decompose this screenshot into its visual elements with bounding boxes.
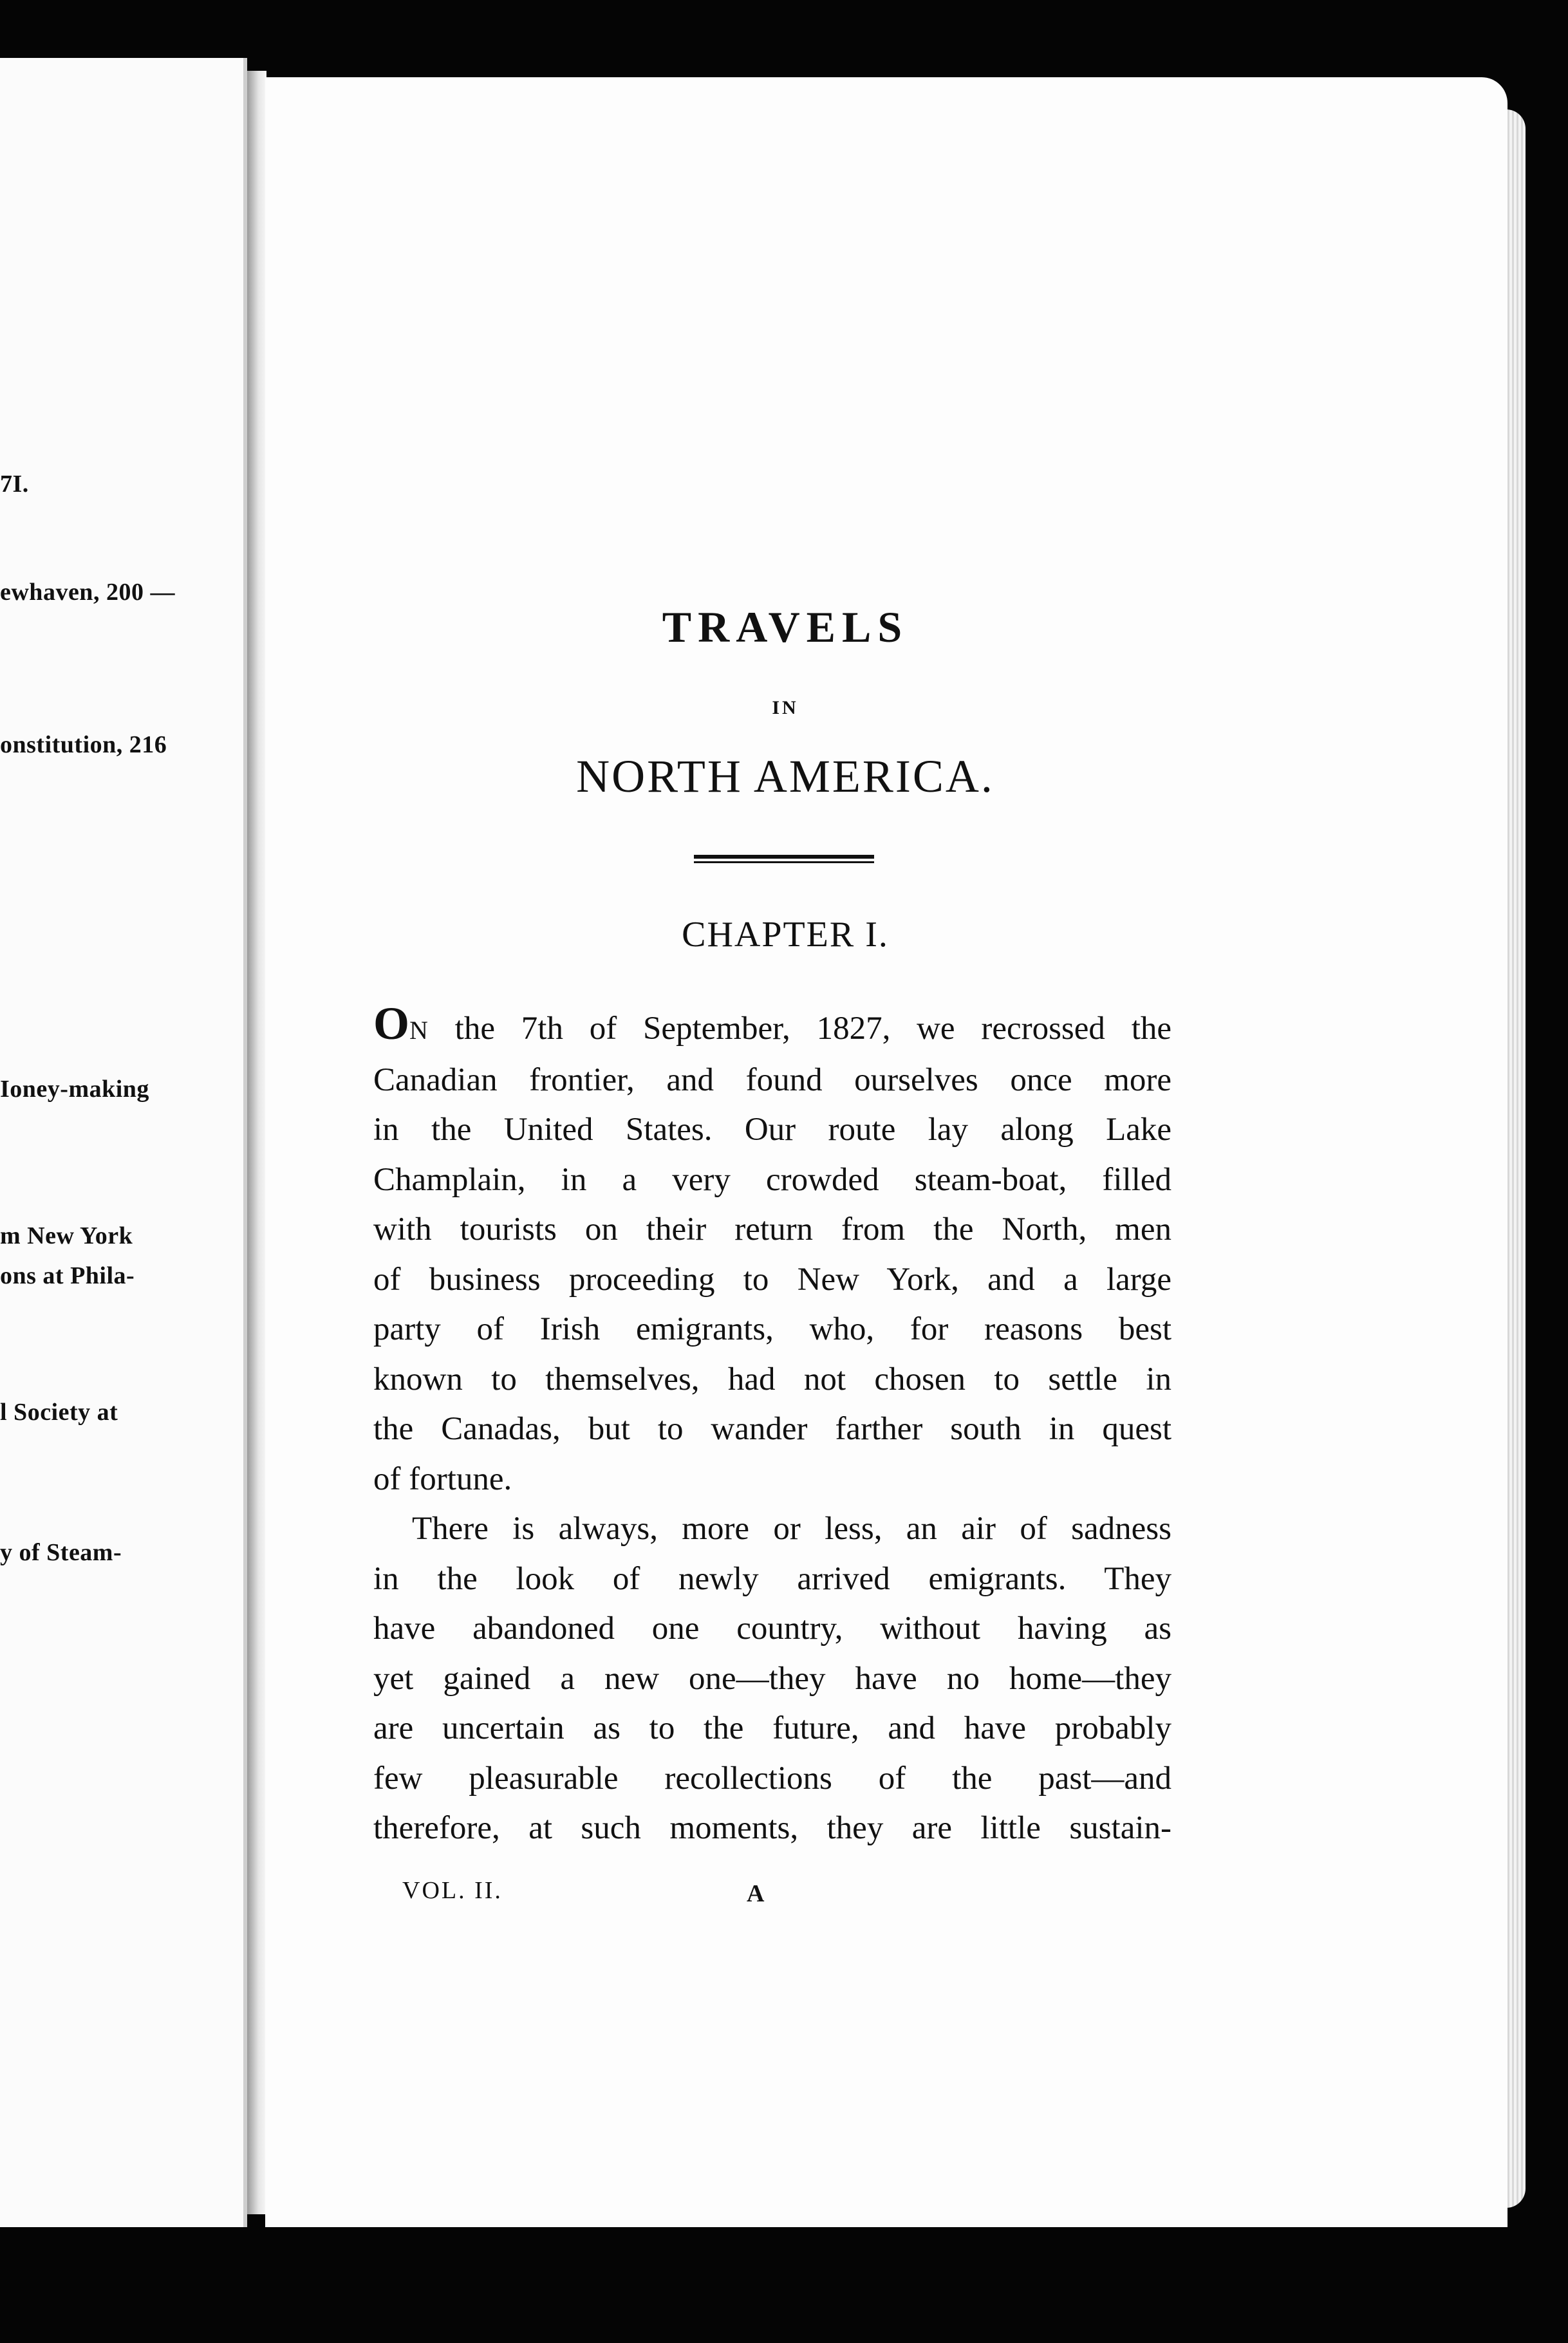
left-page-line: Ioney-making xyxy=(0,1076,149,1103)
first-line-text: the 7th of September, 1827, we recrossed the xyxy=(428,1011,1171,1047)
left-page-line: ewhaven, 200 — xyxy=(0,579,175,606)
text-line: are uncertain as to the future, and have probably xyxy=(373,1710,1171,1746)
left-page-line: y of Steam- xyxy=(0,1539,122,1566)
left-page-line: l Society at xyxy=(0,1399,118,1426)
body-text xyxy=(373,999,1171,1854)
text-line: of fortune. xyxy=(373,1461,512,1497)
drop-cap: O xyxy=(373,998,410,1049)
title-north-america: NORTH AMERICA. xyxy=(576,751,994,802)
text-line: party of Irish emigrants, who, for reasons best xyxy=(373,1311,1171,1347)
small-cap: N xyxy=(409,1016,429,1045)
text-line: have abandoned one country, without having as xyxy=(373,1610,1171,1647)
rule-thick-line xyxy=(694,855,874,859)
footer-signature-mark: A xyxy=(747,1880,765,1907)
text-line: of business proceeding to New York, and a large xyxy=(373,1261,1171,1298)
footer-volume: VOL. II. xyxy=(402,1877,503,1904)
left-page xyxy=(0,58,247,2227)
title-in: IN xyxy=(772,697,799,718)
left-page-line: 7I. xyxy=(0,471,29,498)
text-line: Canadian frontier, and found ourselves once more xyxy=(373,1061,1171,1098)
title-rule xyxy=(694,855,874,864)
text-line: There is always, more or less, an air of sadness xyxy=(412,1511,1171,1547)
title-travels: TRAVELS xyxy=(662,602,909,651)
text-line: yet gained a new one—they have no home—they xyxy=(373,1660,1171,1697)
text-line: in the look of newly arrived emigrants. They xyxy=(373,1560,1171,1597)
rule-thin-line xyxy=(694,861,874,863)
text-line: known to themselves, had not chosen to settle in xyxy=(373,1361,1171,1397)
left-page-line: onstitution, 216 xyxy=(0,731,167,758)
text-line: in the United States. Our route lay along Lake xyxy=(373,1112,1171,1148)
text-line xyxy=(373,999,1171,1056)
text-line: Champlain, in a very crowded steam-boat, filled xyxy=(373,1161,1171,1198)
chapter-heading: CHAPTER I. xyxy=(682,915,889,955)
book-gutter xyxy=(247,71,266,2214)
left-page-line: ons at Phila- xyxy=(0,1262,135,1289)
text-line: with tourists on their return from the North, men xyxy=(373,1211,1171,1247)
text-line: therefore, at such moments, they are little sustain- xyxy=(373,1810,1171,1846)
text-line: few pleasurable recollections of the past—and xyxy=(373,1760,1171,1797)
left-page-line: m New York xyxy=(0,1222,133,1249)
text-line: the Canadas, but to wander farther south in quest xyxy=(373,1411,1171,1447)
